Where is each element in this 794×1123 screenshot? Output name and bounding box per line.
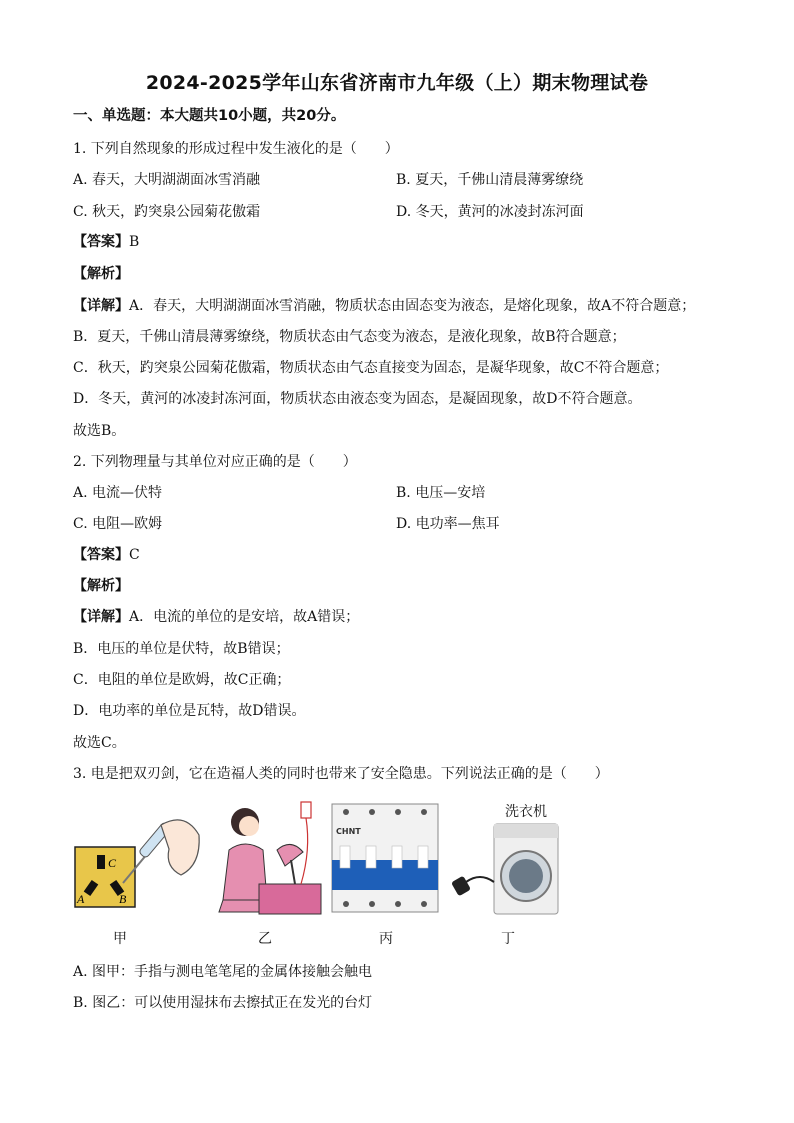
q1-answer-value: B: [129, 234, 140, 250]
q2-detail-3: C．电阻的单位是欧姆，故C正确；: [73, 672, 291, 688]
page-title: 2024-2025学年山东省济南市九年级（上）期末物理试卷: [145, 72, 649, 94]
figure-ding-washer: [450, 822, 562, 917]
q2-option-c: C. 电阻—欧姆: [73, 516, 163, 532]
q2-option-d: D. 电功率—焦耳: [396, 516, 500, 532]
q1-option-a: A. 春天，大明湖湖面冰雪消融: [73, 172, 261, 188]
q2-detail-2: B．电压的单位是伏特，故B错误；: [73, 641, 290, 657]
question-2-stem: 2. 下列物理量与其单位对应正确的是（ ）: [73, 454, 357, 470]
q3-option-b: B. 图乙：可以使用湿抹布去擦拭正在发光的台灯: [73, 995, 373, 1011]
figure-label-bing: 丙: [379, 931, 393, 947]
q3-option-a: A. 图甲：手指与测电笔笔尾的金属体接触会触电: [73, 964, 373, 980]
q2-option-b: B. 电压—安培: [396, 485, 486, 501]
question-3-stem: 3. 电是把双刃剑，它在造福人类的同时也带来了安全隐患。下列说法正确的是（ ）: [73, 766, 609, 782]
socket-letter-c: C: [108, 856, 117, 870]
question-1-stem: 1. 下列自然现象的形成过程中发生液化的是（ ）: [73, 141, 399, 157]
q2-answer-value: C: [129, 547, 140, 563]
figure-label-yi: 乙: [258, 931, 272, 947]
q1-detail-2: B．夏天，千佛山清晨薄雾缭绕，物质状态由气态变为液态，是液化现象，故B符合题意；: [73, 329, 626, 345]
figure-label-jia: 甲: [113, 931, 127, 947]
q1-detail-label: 【详解】: [73, 298, 129, 314]
q2-analysis-label: 【解析】: [73, 578, 129, 594]
q2-detail-4: D．电功率的单位是瓦特，故D错误。: [73, 703, 306, 719]
q1-analysis-label: 【解析】: [73, 266, 129, 282]
q2-answer-label: 【答案】: [73, 547, 129, 563]
socket-letter-b: B: [119, 892, 127, 906]
q2-detail-label: 【详解】: [73, 609, 129, 625]
q1-conclusion: 故选B。: [73, 423, 126, 439]
q1-option-c: C. 秋天，趵突泉公园菊花傲霜: [73, 204, 261, 220]
figure-bing-breaker: [330, 802, 442, 914]
breaker-brand: CHNT: [336, 827, 361, 836]
figure-jia-test-pen: [73, 805, 203, 910]
q1-detail-4: D．冬天，黄河的冰凌封冻河面，物质状态由液态变为固态，是凝固现象，故D不符合题意。: [73, 391, 642, 407]
q1-detail-1: 【详解】A．春天，大明湖湖面冰雪消融，物质状态由固态变为液态，是熔化现象，故A不符合题意；: [73, 298, 696, 314]
q2-answer: [73, 545, 140, 565]
q1-option-b: B. 夏天，千佛山清晨薄雾缭绕: [396, 172, 584, 188]
figure-label-ding: 丁: [501, 931, 515, 947]
q1-answer: [73, 232, 139, 252]
q1-option-d: D. 冬天，黄河的冰凌封冻河面: [396, 204, 584, 220]
q2-option-a: A. 电流—伏特: [73, 485, 163, 501]
figure-yi-lamp: [215, 800, 325, 915]
section-heading: 一、单选题：本大题共10小题，共20分。: [73, 108, 346, 124]
socket-letter-a: A: [77, 892, 85, 906]
washer-caption: 洗衣机: [505, 804, 547, 820]
q1-detail-3: C．秋天，趵突泉公园菊花傲霜，物质状态由气态直接变为固态，是凝华现象，故C不符合题意；: [73, 360, 669, 376]
q2-detail-1: 【详解】A．电流的单位的是安培，故A错误；: [73, 609, 360, 625]
q1-answer-label: 【答案】: [73, 234, 129, 250]
q2-conclusion: 故选C。: [73, 735, 126, 751]
